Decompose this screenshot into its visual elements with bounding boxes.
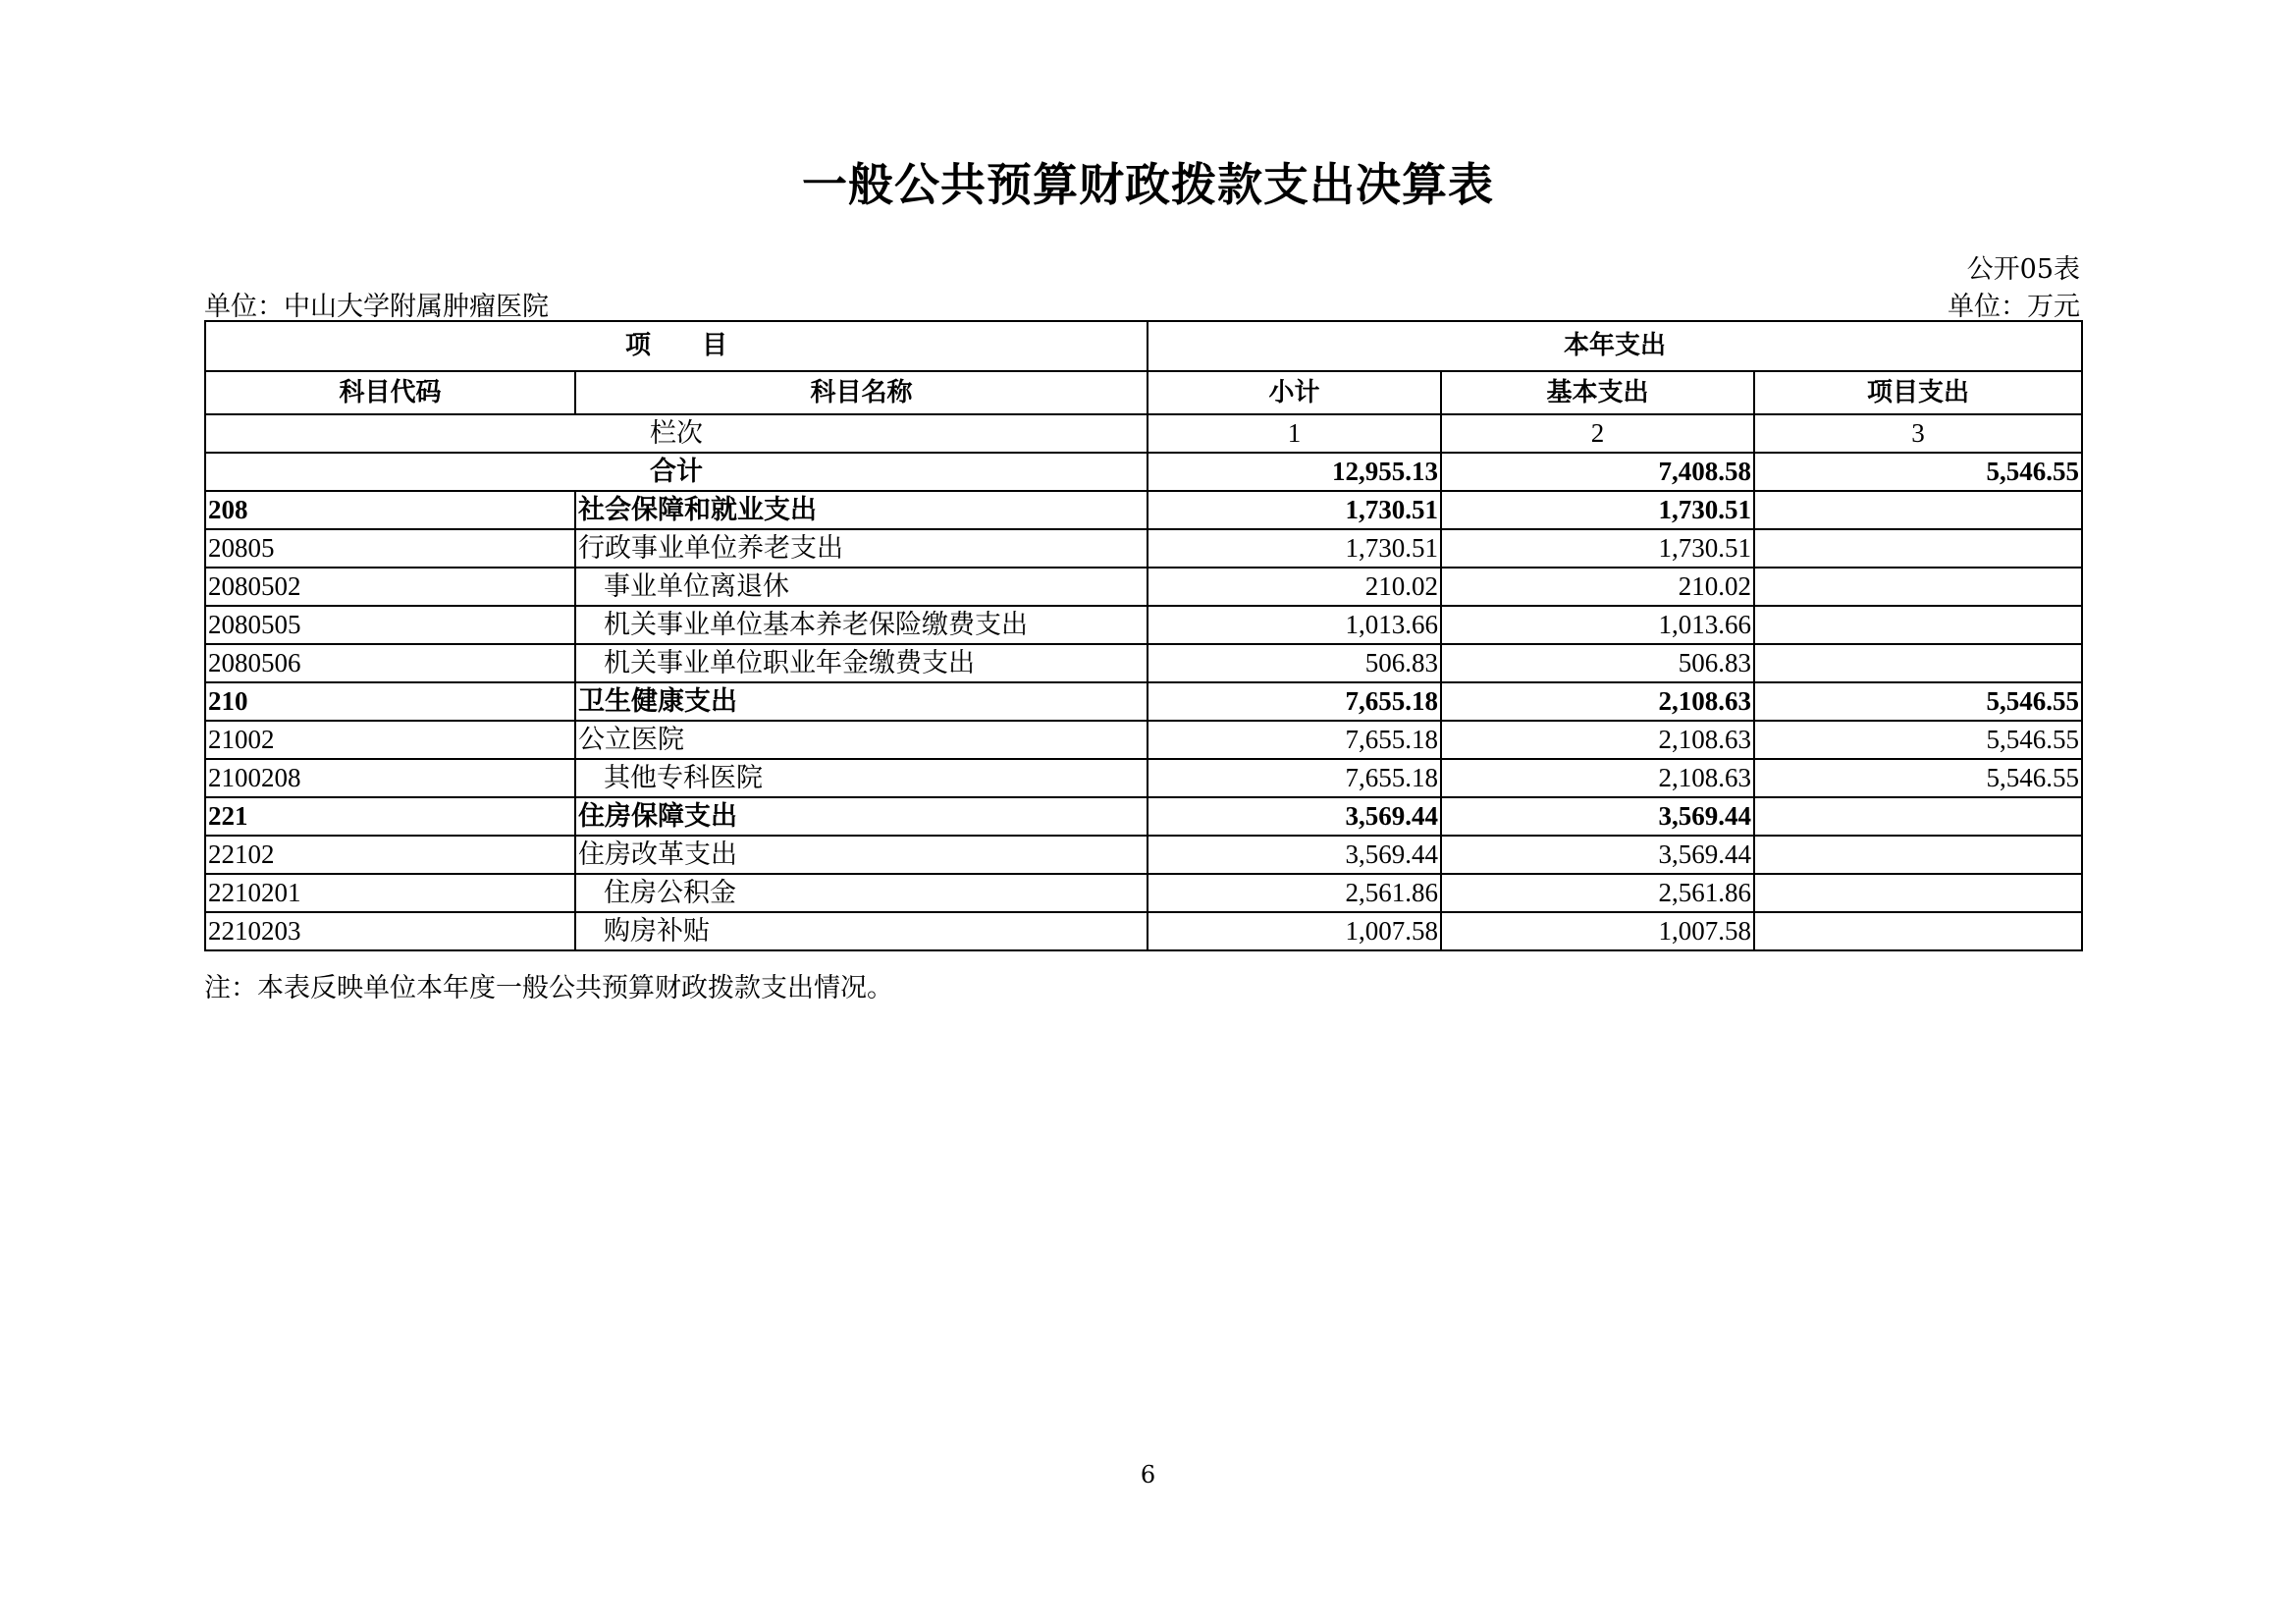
row-subtotal: 1,730.51 <box>1148 491 1441 529</box>
row-code: 2210201 <box>205 874 575 912</box>
row-subtotal: 1,013.66 <box>1148 606 1441 644</box>
row-project <box>1754 874 2082 912</box>
column-index-1: 1 <box>1148 414 1441 453</box>
row-basic: 1,007.58 <box>1441 912 1754 950</box>
header-subtotal: 小计 <box>1148 371 1441 414</box>
form-number: 公开05表 <box>1966 254 2080 285</box>
row-basic: 2,108.63 <box>1441 759 1754 797</box>
row-project: 5,546.55 <box>1754 682 2082 721</box>
row-basic: 506.83 <box>1441 644 1754 682</box>
row-name: 住房改革支出 <box>575 836 1148 874</box>
row-name: 事业单位离退休 <box>575 568 1148 606</box>
header-basic: 基本支出 <box>1441 371 1754 414</box>
row-code: 210 <box>205 682 575 721</box>
total-subtotal: 12,955.13 <box>1148 453 1441 491</box>
row-project <box>1754 644 2082 682</box>
row-basic: 2,108.63 <box>1441 682 1754 721</box>
table-note: 注：本表反映单位本年度一般公共预算财政拨款支出情况。 <box>204 973 893 1003</box>
row-name: 行政事业单位养老支出 <box>575 529 1148 568</box>
column-index-row <box>205 414 2082 453</box>
row-project <box>1754 797 2082 836</box>
row-project <box>1754 836 2082 874</box>
row-basic: 1,730.51 <box>1441 529 1754 568</box>
total-label: 合计 <box>205 453 1148 491</box>
table-row <box>205 721 2082 759</box>
total-row <box>205 453 2082 491</box>
table-row <box>205 491 2082 529</box>
table-row <box>205 836 2082 874</box>
header-code: 科目代码 <box>205 371 575 414</box>
column-index-3: 3 <box>1754 414 2082 453</box>
row-name: 公立医院 <box>575 721 1148 759</box>
row-name: 社会保障和就业支出 <box>575 491 1148 529</box>
row-code: 20805 <box>205 529 575 568</box>
header-row-2 <box>205 371 2082 414</box>
row-basic: 2,561.86 <box>1441 874 1754 912</box>
table-row <box>205 912 2082 950</box>
row-subtotal: 3,569.44 <box>1148 797 1441 836</box>
row-project <box>1754 568 2082 606</box>
row-subtotal: 506.83 <box>1148 644 1441 682</box>
header-project: 项目支出 <box>1754 371 2082 414</box>
row-basic: 1,730.51 <box>1441 491 1754 529</box>
row-subtotal: 7,655.18 <box>1148 721 1441 759</box>
page-number: 6 <box>1140 1461 1156 1489</box>
row-subtotal: 210.02 <box>1148 568 1441 606</box>
row-subtotal: 7,655.18 <box>1148 759 1441 797</box>
total-basic: 7,408.58 <box>1441 453 1754 491</box>
row-name: 住房保障支出 <box>575 797 1148 836</box>
total-project: 5,546.55 <box>1754 453 2082 491</box>
column-index-2: 2 <box>1441 414 1754 453</box>
table-row <box>205 568 2082 606</box>
row-basic: 2,108.63 <box>1441 721 1754 759</box>
row-code: 2080506 <box>205 644 575 682</box>
row-code: 2100208 <box>205 759 575 797</box>
reporting-unit: 单位：中山大学附属肿瘤医院 <box>204 292 549 322</box>
row-code: 2210203 <box>205 912 575 950</box>
header-item: 项 目 <box>205 321 1148 371</box>
row-basic: 210.02 <box>1441 568 1754 606</box>
row-project <box>1754 606 2082 644</box>
currency-unit: 单位：万元 <box>1948 292 2080 322</box>
header-name: 科目名称 <box>575 371 1148 414</box>
table-row <box>205 874 2082 912</box>
row-name: 购房补贴 <box>575 912 1148 950</box>
table-row <box>205 606 2082 644</box>
row-code: 22102 <box>205 836 575 874</box>
table-row <box>205 759 2082 797</box>
row-name: 其他专科医院 <box>575 759 1148 797</box>
expenditure-table <box>204 320 2083 951</box>
row-subtotal: 7,655.18 <box>1148 682 1441 721</box>
row-code: 208 <box>205 491 575 529</box>
header-current-year: 本年支出 <box>1148 321 2082 371</box>
row-project: 5,546.55 <box>1754 759 2082 797</box>
row-project <box>1754 491 2082 529</box>
row-subtotal: 2,561.86 <box>1148 874 1441 912</box>
row-name: 机关事业单位基本养老保险缴费支出 <box>575 606 1148 644</box>
row-code: 221 <box>205 797 575 836</box>
column-index-label: 栏次 <box>205 414 1148 453</box>
row-name: 机关事业单位职业年金缴费支出 <box>575 644 1148 682</box>
row-subtotal: 1,730.51 <box>1148 529 1441 568</box>
table-row <box>205 529 2082 568</box>
row-basic: 3,569.44 <box>1441 797 1754 836</box>
row-project <box>1754 529 2082 568</box>
page-title: 一般公共预算财政拨款支出决算表 <box>802 158 1494 211</box>
row-subtotal: 1,007.58 <box>1148 912 1441 950</box>
row-basic: 3,569.44 <box>1441 836 1754 874</box>
row-code: 2080505 <box>205 606 575 644</box>
row-name: 卫生健康支出 <box>575 682 1148 721</box>
table-row <box>205 644 2082 682</box>
header-row-1 <box>205 321 2082 371</box>
row-project <box>1754 912 2082 950</box>
table-row <box>205 682 2082 721</box>
row-basic: 1,013.66 <box>1441 606 1754 644</box>
row-project: 5,546.55 <box>1754 721 2082 759</box>
row-subtotal: 3,569.44 <box>1148 836 1441 874</box>
table-row <box>205 797 2082 836</box>
row-name: 住房公积金 <box>575 874 1148 912</box>
row-code: 2080502 <box>205 568 575 606</box>
row-code: 21002 <box>205 721 575 759</box>
